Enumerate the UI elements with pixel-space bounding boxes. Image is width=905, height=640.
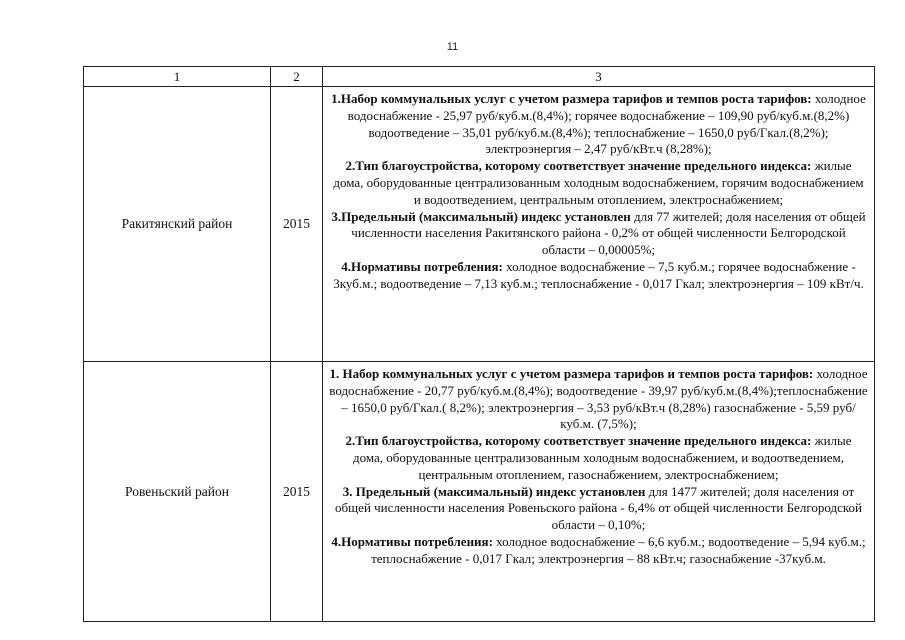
column-header-2: 2 xyxy=(271,67,323,87)
table-row xyxy=(84,362,875,622)
description-item xyxy=(329,209,868,259)
description-item xyxy=(329,366,868,433)
area-cell: Ровеньский район xyxy=(84,362,271,622)
item-heading: 4.Нормативы потребления: xyxy=(331,533,493,549)
item-text: холодное водоснабжение – 6,6 куб.м.; водоотведение – 5,94 куб.м.; теплоснабжение - 0,017 Гкал; электроэнергия – 88 кВт.ч; газоснабжение -37куб.м. xyxy=(371,533,866,566)
item-heading: 3. Предельный (максимальный) индекс установлен xyxy=(342,483,646,499)
description-item xyxy=(329,158,868,208)
item-heading: 3.Предельный (максимальный) индекс установлен xyxy=(331,208,631,224)
item-heading: 1.Набор коммунальных услуг с учетом размера тарифов и темпов роста тарифов: xyxy=(331,91,812,106)
description-item xyxy=(329,433,868,483)
tariff-table xyxy=(83,66,875,622)
description-item xyxy=(329,91,868,158)
item-heading: 1. Набор коммунальных услуг с учетом размера тарифов и темпов роста тарифов: xyxy=(329,366,814,381)
description-cell xyxy=(323,87,875,362)
page-number: 11 xyxy=(446,41,459,53)
item-text: холодное водоснабжение - 25,97 руб/куб.м.(8,4%); горячее водоснабжение – 109,90 руб/куб.м.(8,2%) водоотведение – 35,01 руб/куб.м.(8,4%); теплоснабжение – 1650,0 руб/Гкал.(8,2%); электроэнергия – 2,47 руб/кВт.ч (8,28%); xyxy=(347,91,866,157)
area-cell: Ракитянский район xyxy=(84,87,271,362)
year-cell: 2015 xyxy=(271,362,323,622)
item-heading: 2.Тип благоустройства, которому соответствует значение предельного индекса: xyxy=(345,158,812,174)
year-cell: 2015 xyxy=(271,87,323,362)
item-text: для 77 жителей; доля населения от общей численности населения Ракитянского района - 0,2% от общей численности Белгородской области – 0,00005%; xyxy=(351,208,866,258)
column-header-3: 3 xyxy=(323,67,875,87)
item-text: холодное водоснабжение - 20,77 руб/куб.м.(8,4%); водоотведение - 39,97 руб/куб.м.(8,4%);теплоснабжение – 1650,0 руб/Гкал.( 8,2%); электроэнергия – 3,53 руб/кВт.ч (8,28%) газоснабжение - 5,59 руб/куб.м. (7,5%); xyxy=(329,366,868,432)
table-header-row xyxy=(84,67,875,87)
description-item xyxy=(329,484,868,534)
column-header-1: 1 xyxy=(84,67,271,87)
item-text: жилые дома, оборудованные централизованным холодным водоснабжением, горячим водоснабжением и водоотведением, центральным отоплением, электроснабжением; xyxy=(333,158,864,207)
item-heading: 2.Тип благоустройства, которому соответствует значение предельного индекса: xyxy=(345,433,812,449)
item-text: холодное водоснабжение – 7,5 куб.м.; горячее водоснабжение - 3куб.м.; водоотведение – 7,13 куб.м.; теплоснабжение - 0,017 Гкал; электроэнергия – 109 кВт/ч. xyxy=(333,258,864,291)
description-item xyxy=(329,534,868,568)
item-heading: 4.Нормативы потребления: xyxy=(341,258,503,274)
description-cell xyxy=(323,362,875,622)
item-text: жилые дома, оборудованные централизованным холодным водоснабжением, и водоотведением, центральным отоплением, газоснабжением, электроснабжением; xyxy=(352,433,852,482)
table-row xyxy=(84,87,875,362)
item-text: для 1477 жителей; доля населения от общей численности населения Ровеньского района - 6,4% от общей численности Белгородской области – 0,10%; xyxy=(335,483,862,533)
description-item xyxy=(329,259,868,293)
